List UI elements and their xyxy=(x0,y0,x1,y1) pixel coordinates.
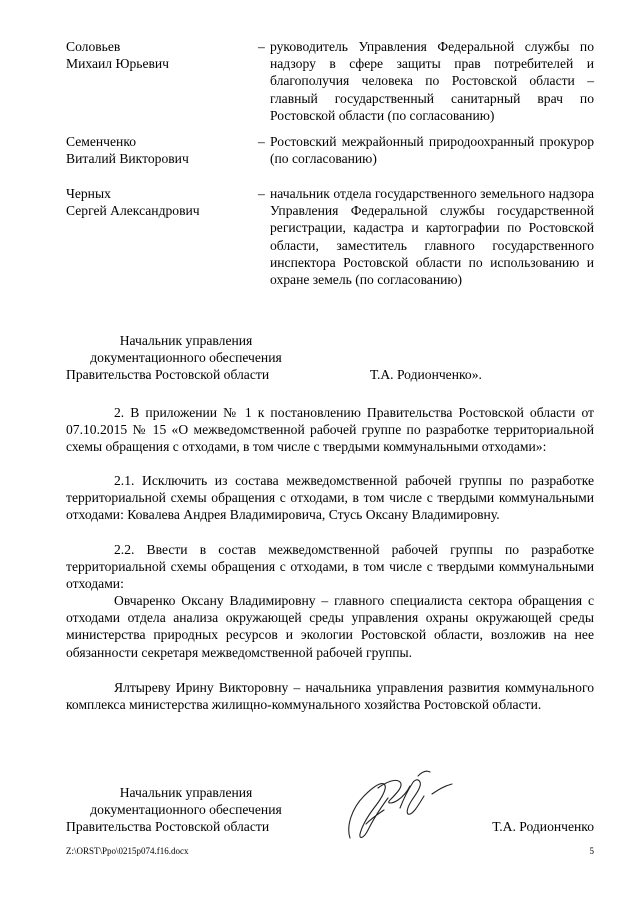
signature-block-2-signer: Т.А. Родионченко xyxy=(492,819,594,834)
member-name-semenchenko xyxy=(66,133,256,167)
footer-file-path: Z:\ORST\Ppo\0215p074.f16.docx xyxy=(66,846,189,856)
member-surname: Семенченко xyxy=(66,134,137,149)
member-name-chernykh xyxy=(66,185,256,219)
member-surname: Черных xyxy=(66,186,111,201)
member-role-soloviev: руководитель Управления Федеральной службы по надзору в сфере защиты прав потребителей и благополучия человека по Ростовской области – главный государственный санитарный врач по Ростовской области (по согласованию) xyxy=(270,39,594,123)
signature-block-2-title xyxy=(66,784,306,818)
member-name-soloviev xyxy=(66,38,256,72)
member-given-names: Сергей Александрович xyxy=(66,203,200,219)
handwritten-signature xyxy=(338,768,458,846)
paragraph-2-1: 2.1. Исключить из состава межведомственной рабочей группы по разработке территориальной схемы обращения с отходами, в том числе с твердыми коммунальными отходами: Ковалева Андрея Владимировича, Стусь Оксану Владимировну. xyxy=(66,473,594,523)
member-dash: – xyxy=(258,186,265,201)
paragraph-2: 2. В приложении № 1 к постановлению Правительства Ростовской области от 07.10.2015 № 15 «О межведомственной рабочей группе по разработке территориальной схемы обращения с отходами, в том числе с твердыми коммунальными отходами»: xyxy=(66,405,594,455)
signature-title-line: документационного обеспечения xyxy=(90,802,282,818)
member-given-names: Виталий Викторович xyxy=(66,151,189,167)
signature-block-1-title xyxy=(66,332,306,366)
signature-title-line: Начальник управления xyxy=(119,333,253,348)
signature-block-2-org: Правительства Ростовской области xyxy=(66,819,270,834)
member-given-names: Михаил Юрьевич xyxy=(66,56,170,72)
member-role-semenchenko: Ростовский межрайонный природоохранный прокурор (по согласованию) xyxy=(270,134,594,167)
paragraph-2-2: 2.2. Ввести в состав межведомственной рабочей группы по разработке территориальной схемы обращения с отходами, в том числе с твердыми коммунальными отходами: xyxy=(66,542,594,592)
signature-title-line: Начальник управления xyxy=(119,785,253,800)
paragraph-yaltyreva: Ялтыреву Ирину Викторовну – начальника управления развития коммунального комплекса министерства жилищно-коммунального хозяйства Ростовской области. xyxy=(66,680,594,713)
signature-title-line: документационного обеспечения xyxy=(90,350,282,366)
paragraph-ovcharenko: Овчаренко Оксану Владимировну – главного специалиста сектора обращения с отходами отдела анализа окружающей среды управления охраны окружающей среды министерства природных ресурсов и экологии Ростовской области, возложив на нее обязанности секретаря межведомственной рабочей группы. xyxy=(66,593,594,660)
page-number: 5 xyxy=(589,846,594,856)
member-role-chernykh: начальник отдела государственного земельного надзора Управления Федеральной службы государственной регистрации, кадастра и картографии по Ростовской области, заместитель главного государственного инспектора Ростовской области по использованию и охране земель (по согласованию) xyxy=(270,186,594,288)
signature-block-1-org: Правительства Ростовской области xyxy=(66,367,270,382)
member-dash: – xyxy=(258,134,265,149)
member-dash: – xyxy=(258,39,265,54)
member-surname: Соловьев xyxy=(66,39,121,54)
signature-block-1-signer: Т.А. Родионченко». xyxy=(370,367,482,382)
